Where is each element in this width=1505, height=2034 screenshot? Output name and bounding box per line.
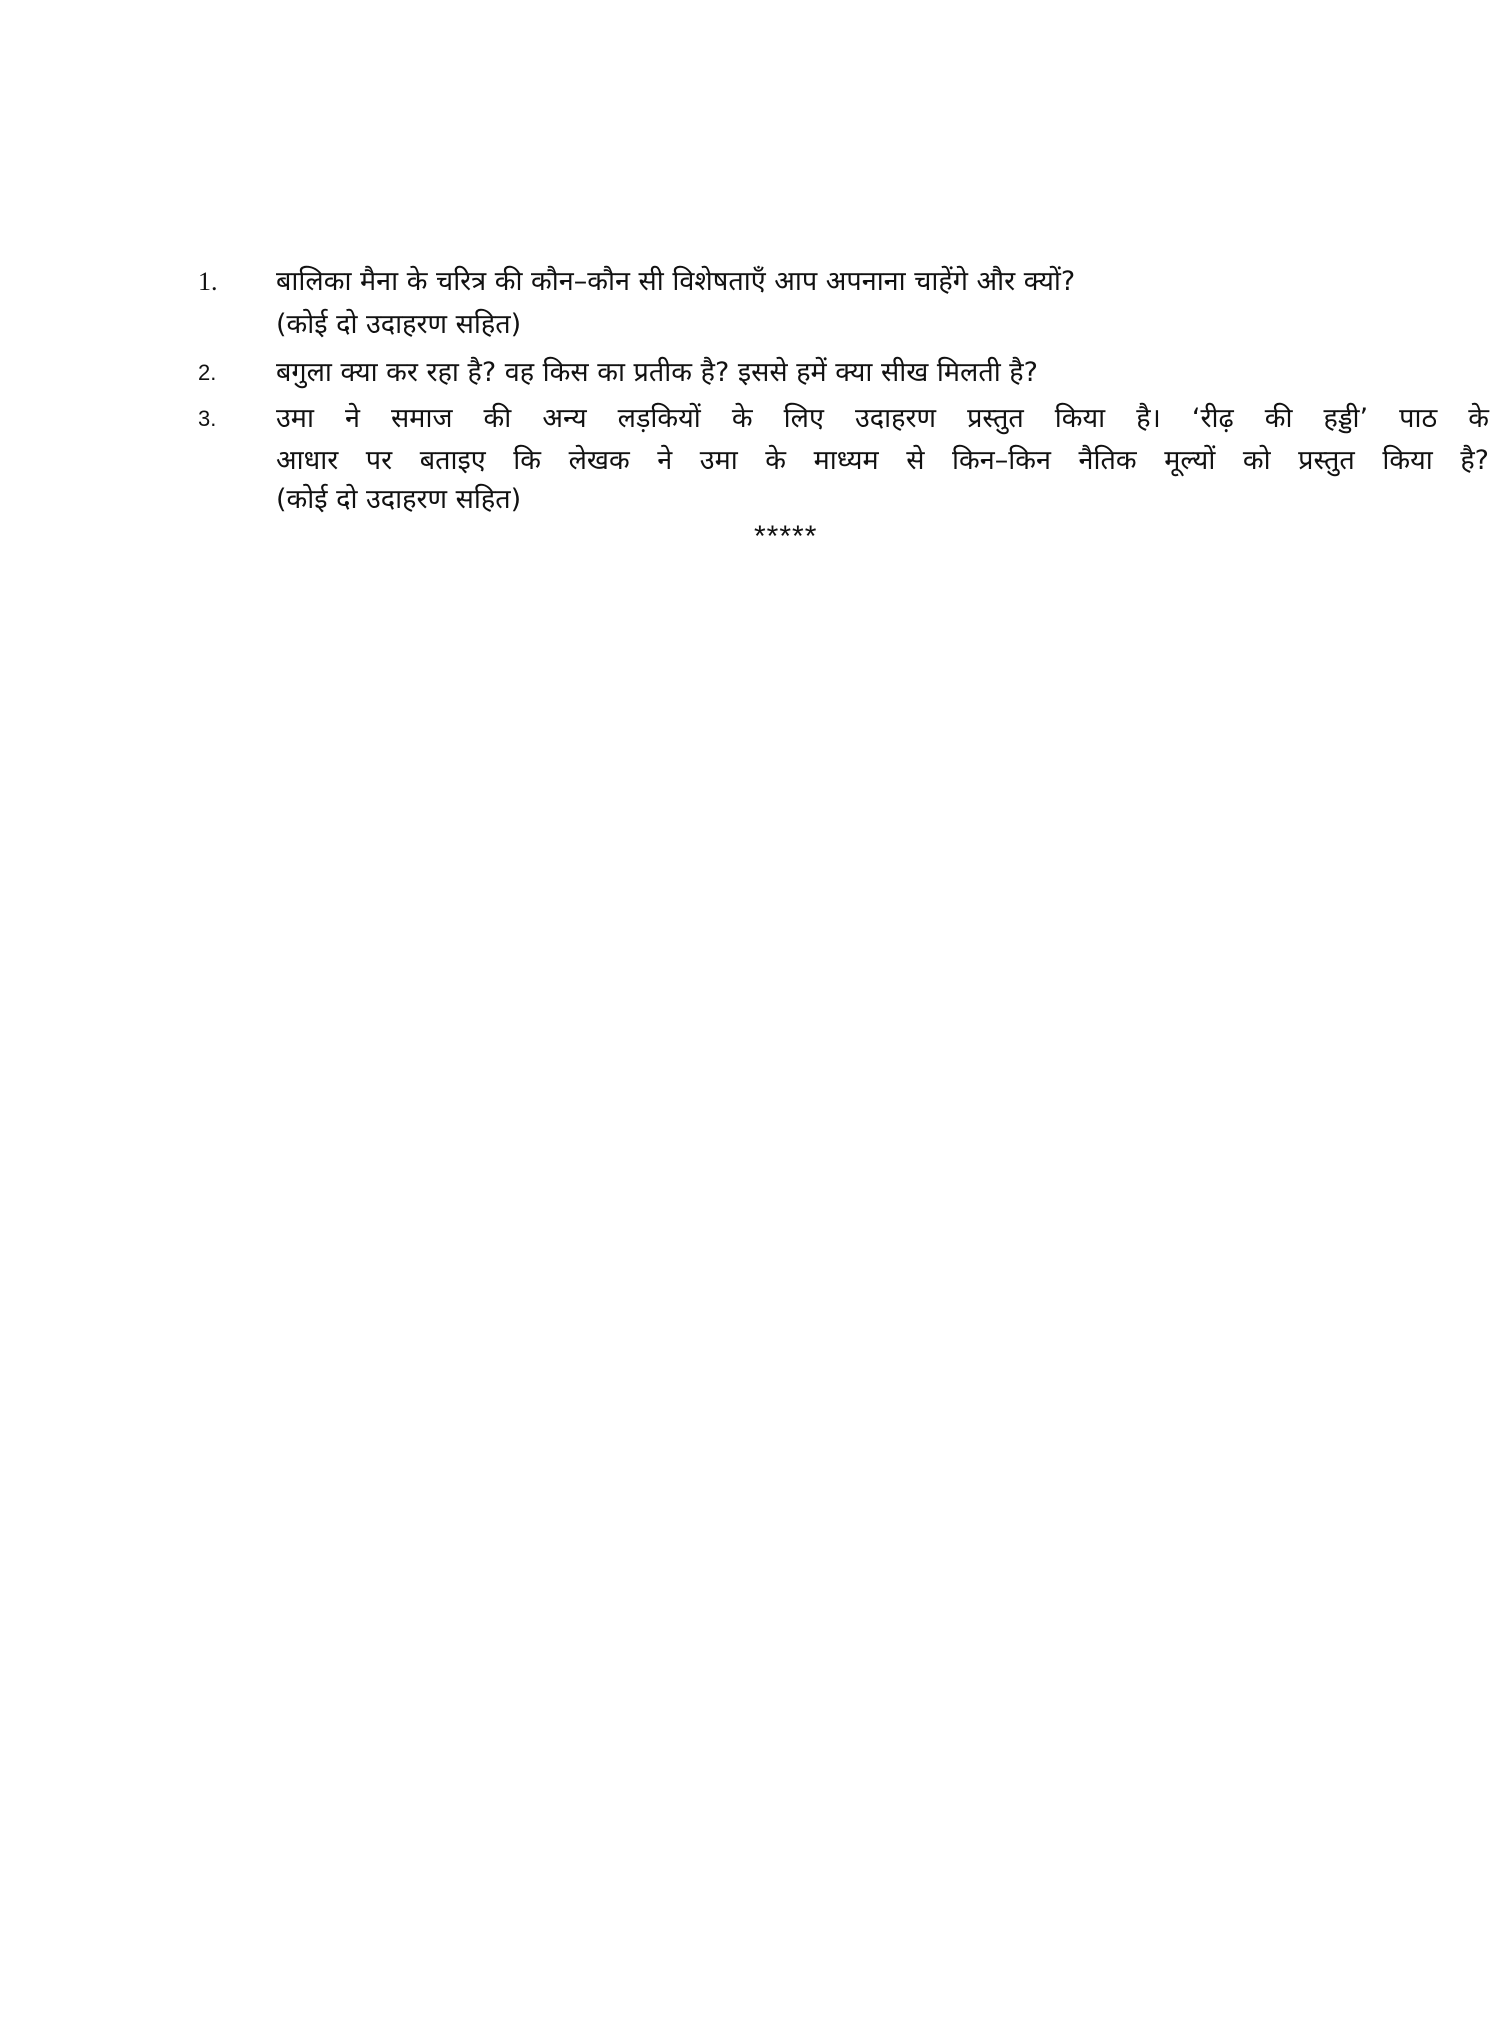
- question-text: बगुला क्या कर रहा है? वह किस का प्रतीक है? इससे हमें क्या सीख मिलती है?: [276, 357, 1038, 388]
- question-number: 2.: [198, 360, 217, 385]
- question-note: (कोई दो उदाहरण सहित): [276, 484, 522, 515]
- question-number: 3.: [198, 406, 217, 431]
- end-marker: *****: [754, 520, 818, 553]
- question-text: बालिका मैना के चरित्र की कौन–कौन सी विशेषताएँ आप अपनाना चाहेंगे और क्यों?: [276, 266, 1076, 297]
- question-text: आधार पर बताइए कि लेखक ने उमा के माध्यम से किन–किन नैतिक मूल्यों को प्रस्तुत किया है?: [276, 445, 1489, 476]
- question-note: (कोई दो उदाहरण सहित): [276, 309, 522, 340]
- question-text: उमा ने समाज की अन्य लड़कियों के लिए उदाहरण प्रस्तुत किया है। ‘रीढ़ की हड्डी’ पाठ के: [276, 403, 1489, 434]
- question-number: 1.: [198, 267, 218, 296]
